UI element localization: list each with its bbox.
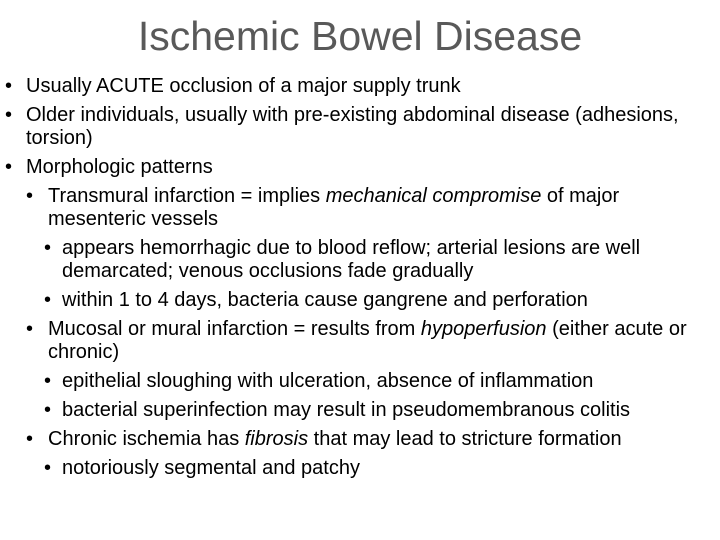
bullet-text: Morphologic patterns	[26, 156, 213, 178]
bullet-text: notoriously segmental and patchy	[62, 457, 360, 479]
bullet-text: Older individuals, usually with pre-existing abdominal disease (adhesions, torsion)	[26, 104, 679, 149]
sub-sub-bullet-item	[0, 289, 720, 312]
bullet-list	[0, 75, 720, 486]
sub-bullet-item	[0, 318, 720, 364]
bullet-marker: •	[26, 318, 34, 340]
bullet-text: of major mesenteric vessels	[48, 185, 620, 230]
sub-bullet-item	[0, 428, 720, 451]
sub-sub-bullet-item	[0, 370, 720, 393]
bullet-item	[0, 156, 720, 179]
sub-bullet-item	[0, 185, 720, 231]
bullet-text: Mucosal or mural infarction = results from	[48, 318, 421, 340]
bullet-marker: •	[5, 156, 13, 178]
slide-title: Ischemic Bowel Disease	[137, 13, 583, 59]
bullet-text: (either acute or chronic)	[48, 318, 687, 363]
bullet-marker: •	[5, 75, 13, 97]
sub-sub-bullet-item	[0, 457, 720, 480]
sub-sub-bullet-item	[0, 237, 720, 283]
emphasis-text: fibrosis	[244, 428, 309, 450]
emphasis-text: hypoperfusion	[420, 318, 547, 340]
bullet-text: Usually ACUTE occlusion of a major supply trunk	[26, 75, 461, 97]
bullet-marker: •	[44, 370, 52, 392]
bullet-text: that may lead to stricture formation	[308, 428, 622, 450]
sub-sub-bullet-item	[0, 399, 720, 422]
bullet-marker: •	[44, 289, 52, 311]
bullet-text: Transmural infarction = implies	[48, 185, 326, 207]
emphasis-text: mechanical compromise	[325, 185, 542, 207]
bullet-item	[0, 104, 720, 150]
bullet-text: within 1 to 4 days, bacteria cause gangrene and perforation	[62, 289, 588, 311]
bullet-text: Chronic ischemia has	[48, 428, 245, 450]
bullet-marker: •	[44, 457, 52, 479]
bullet-marker: •	[44, 399, 52, 421]
bullet-marker: •	[44, 237, 52, 259]
bullet-text: epithelial sloughing with ulceration, absence of inflammation	[62, 370, 594, 392]
bullet-marker: •	[26, 185, 34, 207]
bullet-item	[0, 75, 720, 98]
bullet-text: appears hemorrhagic due to blood reflow; arterial lesions are well demarcated; venous occlusions fade gradually	[62, 237, 641, 282]
bullet-text: bacterial superinfection may result in pseudomembranous colitis	[62, 399, 631, 421]
bullet-marker: •	[26, 428, 34, 450]
bullet-marker: •	[5, 104, 13, 126]
